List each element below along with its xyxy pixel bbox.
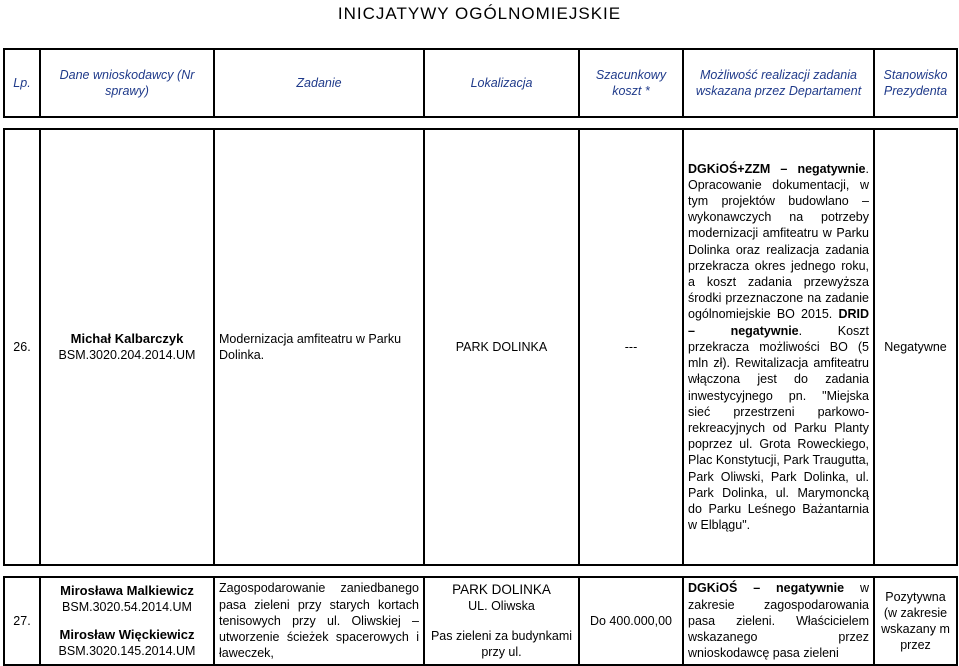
department-dgkios: DGKiOŚ – negatywnie	[688, 581, 845, 596]
feasibility-cell	[683, 577, 874, 665]
applicant-name: Mirosława Malkiewicz	[60, 582, 194, 598]
page-title: INICJATYWY OGÓLNOMIEJSKIE	[337, 4, 622, 23]
applicant-name: Mirosław Więckiewicz	[59, 627, 195, 642]
applicant-case-number: BSM.3020.145.2014.UM	[58, 644, 196, 659]
row-number: 26.	[4, 129, 40, 565]
table-row	[4, 129, 957, 565]
applicant-cell	[40, 577, 214, 665]
location-detail: Pas zieleni za budynkami przy ul.	[430, 629, 573, 660]
location-cell	[424, 577, 579, 665]
task-cell: Zagospodarowanie zaniedbanego pasa zieleni przy starych kortach tenisowych przy ul. Oliwskiej – utworzenie ścieżek spacerowych i ławeczek,	[214, 577, 424, 665]
cost-cell: ---	[579, 129, 683, 565]
cost-cell: Do 400.000,00	[579, 577, 683, 665]
department-drid: DRID – negatywnie	[688, 307, 869, 338]
table-gap	[4, 117, 957, 129]
location-street: UL. Oliwska	[468, 598, 535, 613]
feasibility-text: w zakresie zagospodarowania pasa zieleni. Właścicielem wskazanego przez wnioskodawcę pasa zieleni	[688, 581, 869, 661]
header-task: Zadanie	[214, 49, 424, 117]
feasibility-text-1: . Opracowanie dokumentacji, w tym projektów budowlano – wykonawczych na potrzeby modernizacji amfiteatru w Parku Dolinka oraz realizacja zadania przekracza okres jednego roku, a koszt zadania przewyższa środki przeznaczone na zadanie ogólnomiejskie BO 2015.	[688, 161, 869, 322]
location-title: PARK DOLINKA	[452, 581, 551, 597]
header-feasibility: Możliwość realizacji zadania wskazana przez Departament	[683, 49, 874, 117]
applicant-case-number: BSM.3020.54.2014.UM	[62, 599, 192, 614]
mayor-position: Negatywne	[874, 129, 957, 565]
task-cell: Modernizacja amfiteatru w Parku Dolinka.	[214, 129, 424, 565]
location-cell: PARK DOLINKA	[424, 129, 579, 565]
row-number: 27.	[4, 577, 40, 665]
table-header-row	[4, 49, 957, 117]
feasibility-cell	[683, 129, 874, 565]
applicant-name: Michał Kalbarczyk	[70, 330, 184, 346]
department-dgkios-zzm: DGKiOŚ+ZZM –	[688, 161, 788, 176]
header-cost: Szacunkowy koszt *	[579, 49, 683, 117]
table-row	[4, 577, 957, 665]
header-applicant: Dane wnioskodawcy (Nr sprawy)	[40, 49, 214, 117]
verdict-negative: negatywnie	[797, 161, 866, 176]
initiatives-table	[3, 48, 958, 666]
header-mayor: Stanowisko Prezydenta	[874, 49, 957, 117]
applicant-cell	[40, 129, 214, 565]
header-lp: Lp.	[4, 49, 40, 117]
feasibility-text-2: . Koszt przekracza możliwości BO (5 mln zł). Rewitalizacja amfiteatru włączona jest do zadania inwestycyjnego pn. "Miejska sieć przestrzeni parkowo-rekreacyjnych od Parku Planty poprzez ul. Grota Roweckiego, Plac Konstytucji, Park Traugutta, Park Oliwski, Park Dolinka, ul. Park Dolinka, ul. Marymoncką do Parku Leśnego Bażantarnia w Elblągu".	[688, 323, 869, 533]
header-location: Lokalizacja	[424, 49, 579, 117]
applicant-case-number: BSM.3020.204.2014.UM	[58, 348, 196, 362]
table-gap	[4, 565, 957, 577]
mayor-position: Pozytywna (w zakresie wskazany m przez	[874, 577, 957, 665]
